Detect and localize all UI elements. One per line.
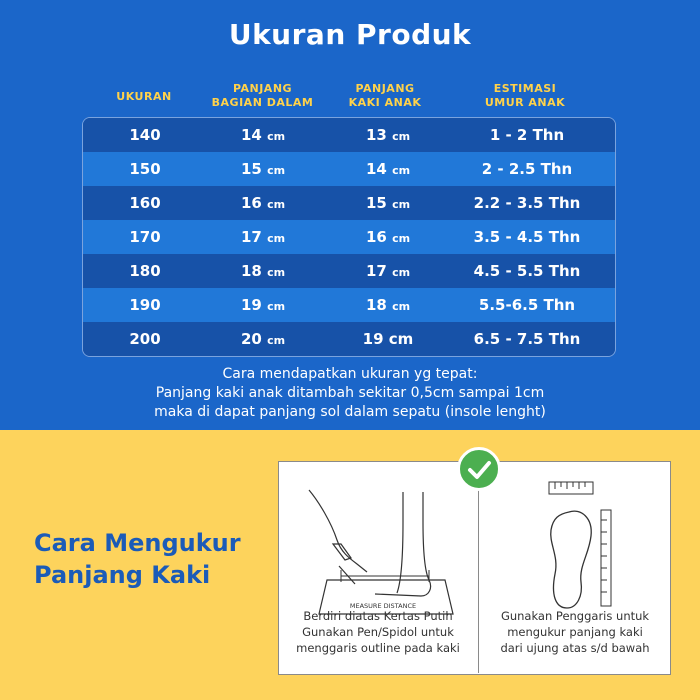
- size-table: [82, 117, 616, 357]
- cell-ukuran: 200: [129, 330, 161, 348]
- left-caption: Berdiri diatas Kertas Putih Gunakan Pen/Spidol untuk menggaris outline pada kaki: [296, 609, 460, 655]
- header-estimasi: ESTIMASI UMUR ANAK: [484, 82, 566, 109]
- cell-panjang-kaki: 16 cm: [365, 228, 411, 246]
- cell-umur: 2 - 2.5 Thn: [481, 160, 573, 178]
- header-ukuran: UKURAN: [116, 90, 172, 103]
- card-divider: [478, 461, 479, 673]
- cell-ukuran: 190: [129, 296, 161, 314]
- measure-heading: Cara Mengukur Panjang Kaki: [34, 529, 241, 589]
- table-row: [83, 152, 615, 186]
- measure-distance-label: MEASURE DISTANCE: [349, 602, 417, 610]
- insole-icon: [551, 511, 591, 608]
- cell-umur: 4.5 - 5.5 Thn: [473, 262, 581, 280]
- cell-panjang-dalam: 15 cm: [240, 160, 286, 178]
- table-row: [83, 186, 615, 220]
- cell-ukuran: 170: [129, 228, 161, 246]
- table-row: [83, 220, 615, 254]
- cell-panjang-dalam: 16 cm: [240, 194, 286, 212]
- table-row: [83, 254, 615, 288]
- table-row: [83, 118, 615, 152]
- page-title: Ukuran Produk: [228, 18, 472, 51]
- table-row: [83, 288, 615, 322]
- cell-umur: 6.5 - 7.5 Thn: [473, 330, 581, 348]
- cell-ukuran: 140: [129, 126, 161, 144]
- cell-panjang-kaki: 14 cm: [365, 160, 411, 178]
- ruler-icon: [549, 482, 611, 606]
- table-row: [83, 322, 615, 356]
- cell-panjang-dalam: 17 cm: [240, 228, 286, 246]
- cell-umur: 3.5 - 4.5 Thn: [473, 228, 581, 246]
- header-panjang-dalam: PANJANG BAGIAN DALAM: [211, 82, 314, 109]
- cell-panjang-dalam: 18 cm: [240, 262, 286, 280]
- cell-umur: 2.2 - 3.5 Thn: [473, 194, 581, 212]
- check-icon: [457, 447, 501, 491]
- cell-ukuran: 180: [129, 262, 161, 280]
- cell-umur: 5.5-6.5 Thn: [478, 296, 576, 314]
- cell-panjang-kaki: 15 cm: [365, 194, 411, 212]
- header-panjang-kaki: PANJANG KAKI ANAK: [348, 82, 422, 109]
- cell-panjang-dalam: 20 cm: [240, 330, 286, 348]
- cell-ukuran: 150: [129, 160, 161, 178]
- right-caption: Gunakan Penggaris untuk mengukur panjang kaki dari ujung atas s/d bawah: [500, 609, 650, 655]
- cell-panjang-kaki: 18 cm: [365, 296, 411, 314]
- cell-ukuran: 160: [129, 194, 161, 212]
- cell-umur: 1 - 2 Thn: [489, 126, 565, 144]
- cell-panjang-dalam: 14 cm: [240, 126, 286, 144]
- cell-panjang-kaki: 17 cm: [365, 262, 411, 280]
- cell-panjang-kaki: 19 cm: [362, 330, 414, 348]
- cell-panjang-kaki: 13 cm: [365, 126, 411, 144]
- size-note: Cara mendapatkan ukuran yg tepat: Panjang kaki anak ditambah sekitar 0,5cm sampai 1cm maka di dapat panjang sol dalam sepatu (insole lenght): [154, 366, 546, 420]
- cell-panjang-dalam: 19 cm: [240, 296, 286, 314]
